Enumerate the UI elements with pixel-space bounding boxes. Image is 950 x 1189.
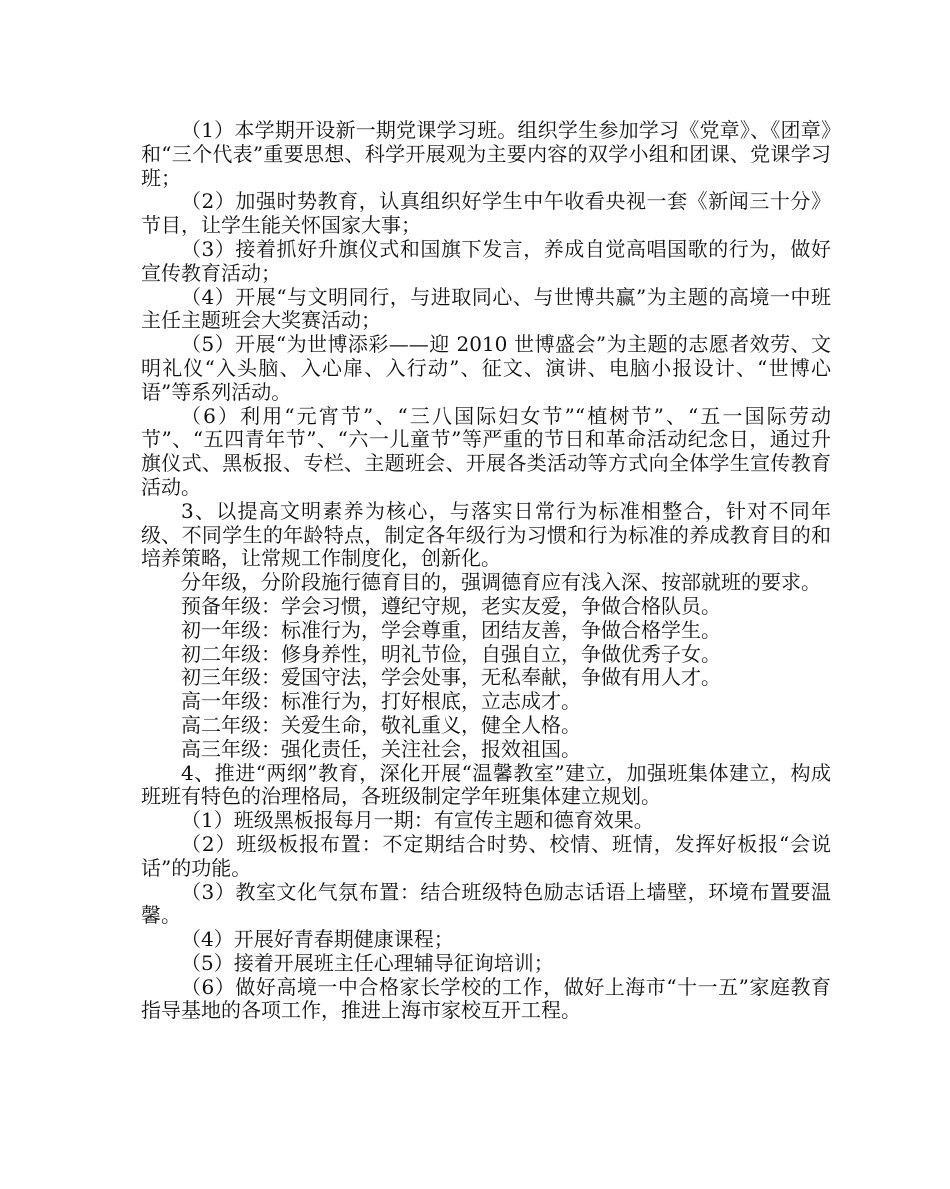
paragraph-grade-8: 初二年级：修身养性，明礼节俭，自强自立，争做优秀子女。 <box>181 641 721 666</box>
paragraph-two-outlines: 4、推进“两纲”教育，深化开展“温馨教室”建立，加强班集体建立，构成班班有特色的治理格局，各班级制定学年班集体建立规划。 <box>141 760 831 809</box>
paragraph-current-affairs: （2）加强时势教育，认真组织好学生中午收看央视一套《新闻三十分》节目，让学生能关怀国家大事； <box>141 189 831 238</box>
paragraph-youth-health: （4）开展好青春期健康课程； <box>181 927 454 952</box>
paragraph-flag-ceremony: （3）接着抓好升旗仪式和国旗下发言，养成自觉高唱国歌的行为，做好宣传教育活动； <box>141 236 831 285</box>
paragraph-grade-preparatory: 预备年级：学会习惯，遵纪守规，老实友爱，争做合格队员。 <box>181 593 721 618</box>
paragraph-parent-school: （6）做好高境一中合格家长学校的工作，做好上海市“十一五”家庭教育指导基地的各项工作，推进上海市家校互开工程。 <box>141 974 831 1023</box>
paragraph-festivals: （6）利用“元宵节”、“三八国际妇女节”“植树节”、“五一国际劳动节”、“五四青年节”、“六一儿童节”等严重的节日和革命活动纪念日，通过升旗仪式、黑板报、专栏、主题班会、开展各类活动等方式向全体学生宣传教育活动。 <box>141 403 831 499</box>
paragraph-grade-7: 初一年级：标准行为，学会尊重，团结友善，争做合格学生。 <box>181 617 721 642</box>
paragraph-grade-10: 高一年级：标准行为，打好根底，立志成才。 <box>181 689 581 714</box>
document-body <box>141 119 831 1023</box>
paragraph-grade-12: 高三年级：强化责任，关注社会，报效祖国。 <box>181 736 581 761</box>
paragraph-grade-goals: 分年级，分阶段施行德育目的，强调德育应有浅入深、按部就班的要求。 <box>181 570 821 595</box>
paragraph-class-meeting-contest: （4）开展“与文明同行，与进取同心、与世博共赢”为主题的高境一中班主任主题班会大奖赛活动； <box>141 284 831 333</box>
paragraph-grade-9: 初三年级：爱国守法，学会处事，无私奉献，争做有用人才。 <box>181 665 721 690</box>
paragraph-grade-11: 高二年级：关爱生命，敬礼重义，健全人格。 <box>181 712 581 737</box>
paragraph-expo-volunteer: （5）开展“为世博添彩——迎 2010 世博盛会”为主题的志愿者效劳、文明礼仪“入头脑、入心扉、入行动”、征文、演讲、电脑小报设计、“世博心语”等系列活动。 <box>141 332 831 404</box>
paragraph-party-class: （1）本学期开设新一期党课学习班。组织学生参加学习《党章》、《团章》和“三个代表”重要思想、科学开展观为主要内容的双学小组和团课、党课学习班； <box>141 118 831 190</box>
paragraph-counseling: （5）接着开展班主任心理辅导征询培训； <box>181 950 554 975</box>
paragraph-blackboard: （1）班级黑板报每月一期：有宣传主题和德育效果。 <box>181 808 654 833</box>
paragraph-classroom-culture: （3）教室文化气氛布置：结合班级特色励志话语上墙壁，环境布置要温馨。 <box>141 879 831 928</box>
paragraph-board-layout: （2）班级板报布置：不定期结合时势、校情、班情，发挥好板报“会说话”的功能。 <box>141 831 831 880</box>
paragraph-civility: 3、以提高文明素养为核心，与落实日常行为标准相整合，针对不同年级、不同学生的年龄特点，制定各年级行为习惯和行为标准的养成教育目的和培养策略，让常规工作制度化，创新化。 <box>141 498 831 571</box>
